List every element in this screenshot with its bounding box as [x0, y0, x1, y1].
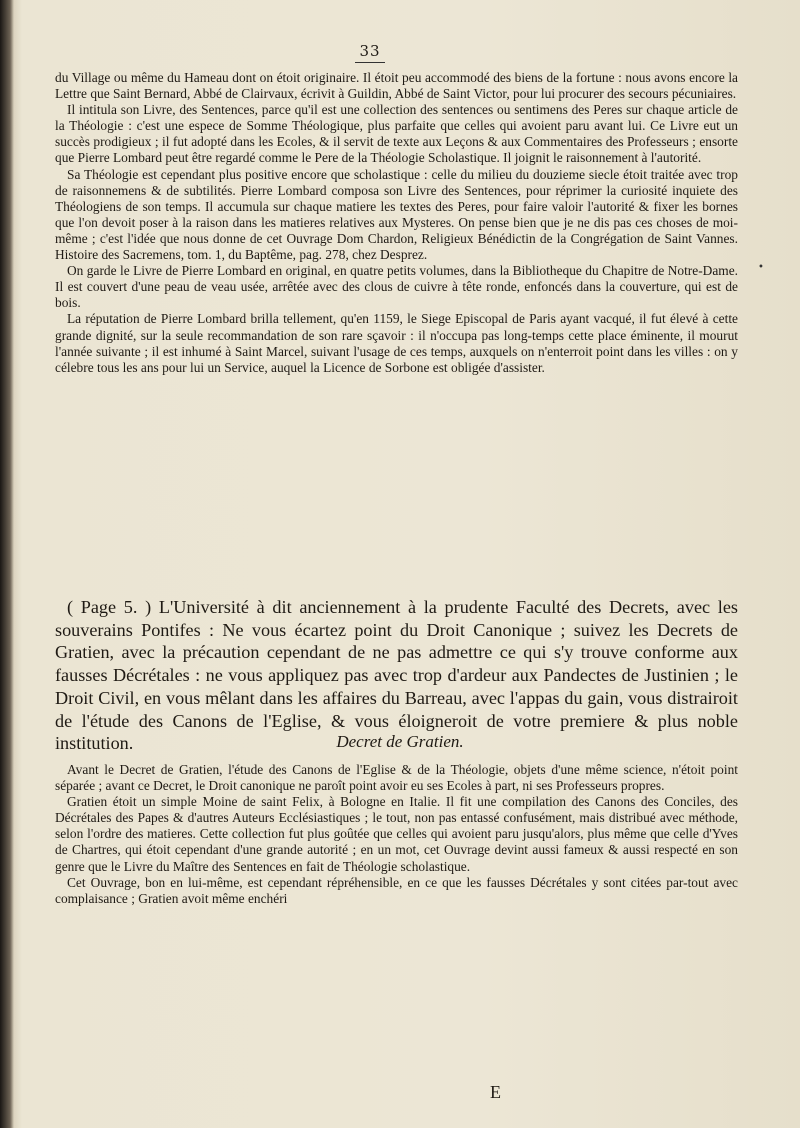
section-heading: Decret de Gratien. [336, 732, 464, 751]
paragraph-avant-decret: Avant le Decret de Gratien, l'étude des Canons de l'Eglise & de la Théologie, objets d'une même science, n'étoit point séparée ; avant ce Decret, le Droit canonique ne paroît point avoir eu ses Ecoles à part, ni ses Professeurs propres. [55, 762, 738, 794]
paragraph-livre-sentences: Il intitula son Livre, des Sentences, parce qu'il est une collection des sentences ou sentimens des Peres sur chaque article de la Théologie : c'est une espece de Somme Théologique, plus parfaite que celles qui avoient paru avant lui. Ce Livre eut un succès prodigieux ; il fut adopté dans les Ecoles, & il servit de texte aux Leçons & aux Commentaires des Professeurs ; ensorte que Pierre Lombard peut être regardé comme le Pere de la Théologie Scholastique. Il joignit le raisonnement à l'autorité. [55, 102, 738, 166]
page-number: 33 [0, 42, 740, 63]
paragraph-gratien: Gratien étoit un simple Moine de saint Felix, à Bologne en Italie. Il fit une compilation des Canons des Conciles, des Décrétales des Papes & d'autres Auteurs Ecclésiastiques ; le tout, non pas entassé confusément, mais distribué avec méthode, selon l'ordre des matieres. Cette collection fut plus goûtée que celles qui avoient paru jusqu'alors, plus même que celle d'Yves de Chartres, qui étoit cependant d'une grande autorité ; en un mot, cet Ouvrage devint aussi fameux & aussi respecté en son genre que le Livre du Maître des Sentences en fait de Théologie scholastique. [55, 794, 738, 874]
paragraph-hameau: du Village ou même du Hameau dont on étoit originaire. Il étoit peu accommodé des biens de la fortune : nous avons encore la Lettre que Saint Bernard, Abbé de Clairvaux, écrivit à Guildin, Abbé de Saint Victor, pour lui procurer des secours pécuniaires. [55, 70, 738, 102]
paragraph-original: On garde le Livre de Pierre Lombard en original, en quatre petits volumes, dans la Bibliotheque du Chapitre de Notre-Dame. Il est couvert d'une peau de veau usée, arrêtée avec des clous de cuivre à tête ronde, enfoncés dans la couverture, qui est de bois. [55, 263, 738, 311]
bottom-text-block [55, 762, 738, 907]
margin-ornament: • [758, 262, 764, 273]
signature-mark: E [490, 1082, 501, 1102]
paragraph-theologie: Sa Théologie est cependant plus positive encore que scholastique : celle du milieu du douzieme siecle étoit traitée avec trop de raisonnemens & de subtilités. Pierre Lombard composa son Livre des Sentences, pour réprimer la curiosité inquiete des Théologiens de son temps. Il accumula sur chaque matiere les textes des Peres, pour faire valoir l'autorité & fixer les bornes que l'on devoit poser à la raison dans les matieres relatives aux Mysteres. On pense bien que je ne dis pas ces choses de moi-même ; c'est l'idée que nous donne de cet Ouvrage Dom Chardon, Religieux Bénédictin de la Congrégation de Saint Vannes. Histoire des Sacremens, tom. 1, du Baptême, pag. 278, chez Desprez. [55, 166, 738, 263]
paragraph-cet-ouvrage: Cet Ouvrage, bon en lui-même, est cependant répréhensible, en ce que les fausses Décrétales y sont citées par-tout avec complaisance ; Gratien avoit même enchéri [55, 874, 738, 906]
binding-shadow [0, 0, 14, 1128]
paragraph-universite: ( Page 5. ) L'Université à dit anciennement à la prudente Faculté des Decrets, avec les souverains Pontifes : Ne vous écartez point du Droit Canonique ; suivez les Decrets de Gratien, avec la précaution cependant de ne pas admettre ce qui s'y trouve conforme aux fausses Décrétales : ne vous appliquez pas avec trop d'ardeur aux Pandectes de Justinien ; le Droit Civil, en vous mêlant dans les affaires du Barreau, avec l'appas du gain, vous distrairoit de l'étude des Canons de l'Eglise, & vous éloigneroit de votre premiere & plus noble institution. [55, 597, 738, 754]
paragraph-reputation: La réputation de Pierre Lombard brilla tellement, qu'en 1159, le Siege Episcopal de Paris ayant vacqué, il fut élevé à cette grande dignité, sur la seule recommandation de son rare sçavoir : il n'occupa pas long-temps cette place éminente, il mourut l'année suivante ; il est inhumé à Saint Marcel, suivant l'usage de ces temps, auxquels on n'enterroit point dans les villes : on y célebre tous les ans pour lui un Service, auquel la Licence de Sorbone est obligée d'assister. [55, 311, 738, 375]
top-text-block [55, 70, 738, 376]
